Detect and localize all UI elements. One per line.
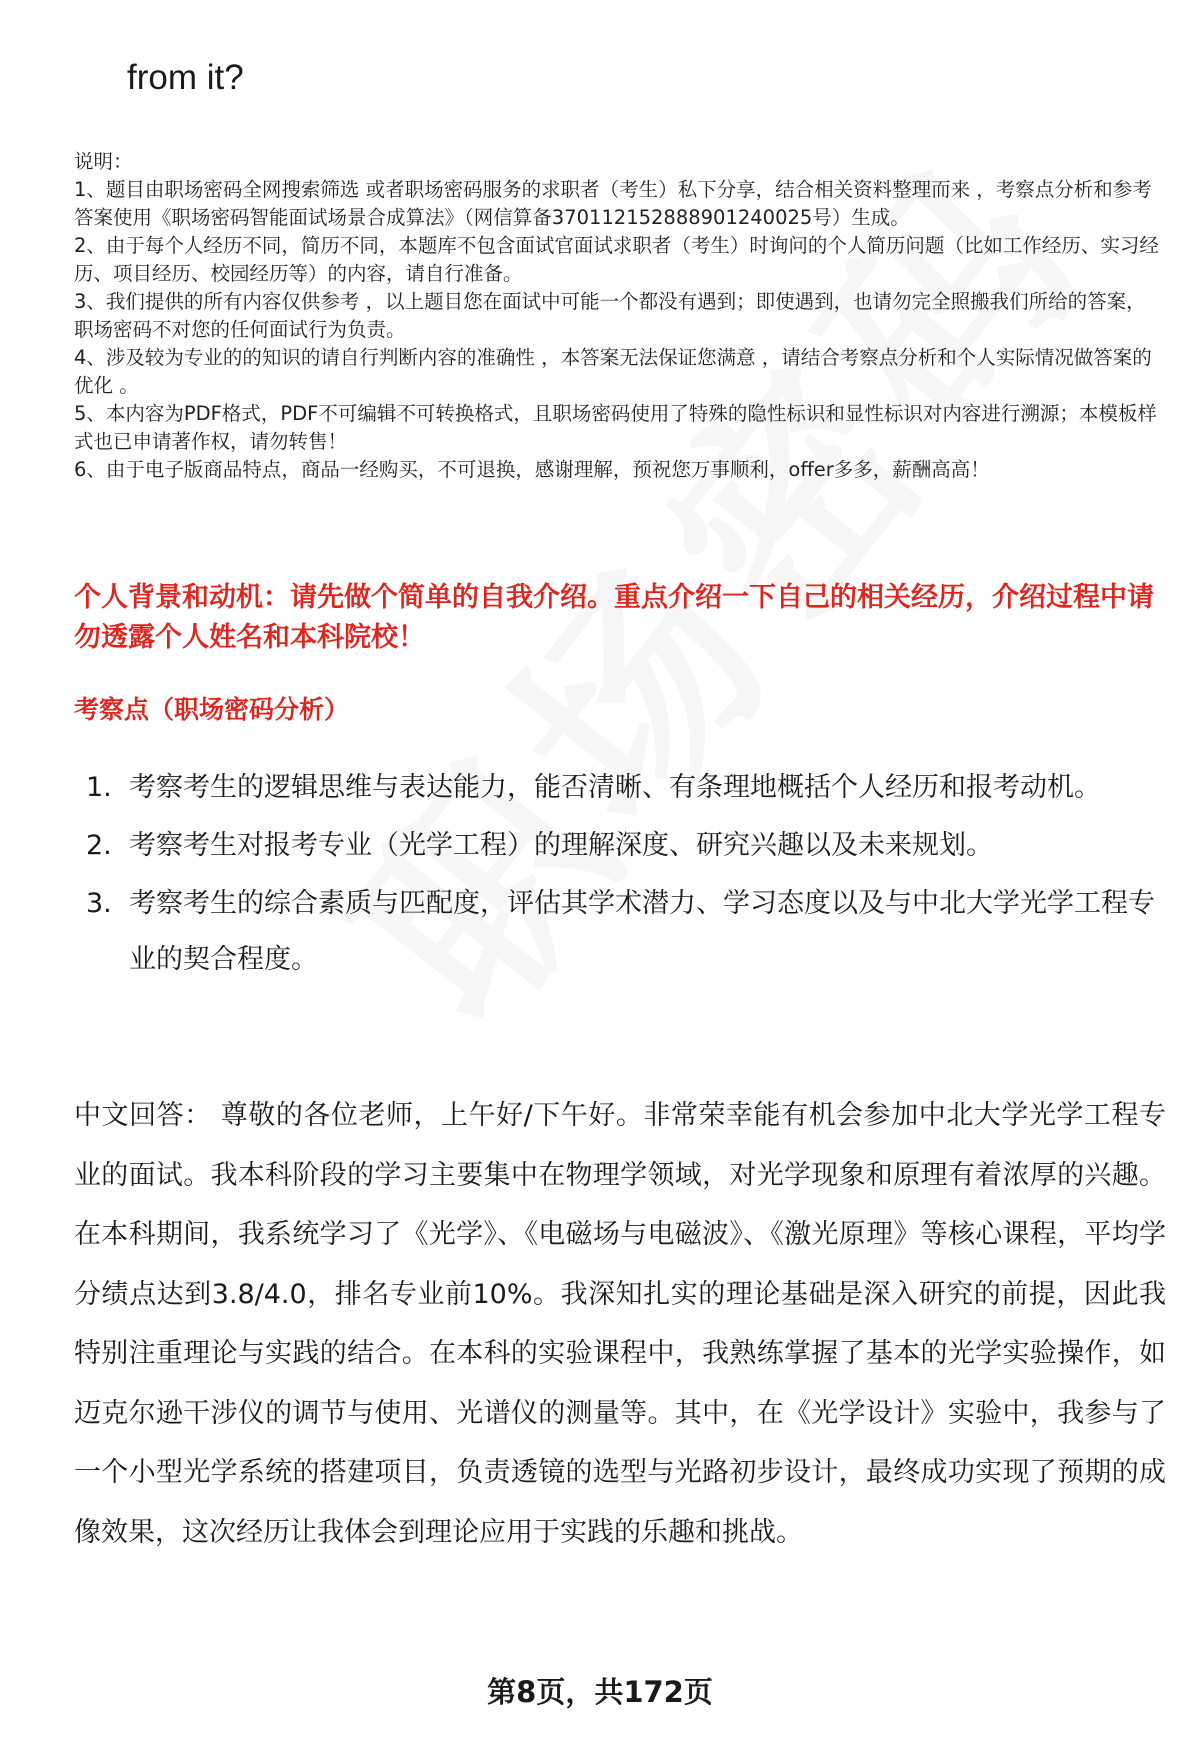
- note-item: 2、由于每个人经历不同，简历不同，本题库不包含面试官面试求职者（考生）时询问的个人简历问题（比如工作经历、实习经历、项目经历、校园经历等）的内容，请自行准备。: [74, 234, 1159, 285]
- point-text: 考察考生对报考专业（光学工程）的理解深度、研究兴趣以及未来规划。: [129, 830, 993, 861]
- chinese-answer: 中文回答： 尊敬的各位老师，上午好/下午好。非常荣幸能有机会参加中北大学光学工程专业的面试。我本科阶段的学习主要集中在物理学领域，对光学现象和原理有着浓厚的兴趣。在本科期间，我系统学习了《光学》、《电磁场与电磁波》、《激光原理》等核心课程，平均学分绩点达到3.8/4.0，排名专业前10%。我深知扎实的理论基础是深入研究的前提，因此我特别注重理论与实践的结合。在本科的实验课程中，我熟练掌握了基本的光学实验操作，如迈克尔逊干涉仪的调节与使用、光谱仪的测量等。其中，在《光学设计》实验中，我参与了一个小型光学系统的搭建项目，负责透镜的选型与光路初步设计，最终成功实现了预期的成像效果，这次经历让我体会到理论应用于实践的乐趣和挑战。: [74, 1100, 1166, 1548]
- analysis-title: 考察点（职场密码分析）: [74, 695, 350, 724]
- continued-text: from it?: [127, 58, 244, 97]
- note-item: 1、题目由职场密码全网搜索筛选 或者职场密码服务的求职者（考生）私下分享，结合相关资料整理而来 ，考察点分析和参考答案使用《职场密码智能面试场景合成算法》（网信算备370112152888901240025号）生成。: [74, 178, 1152, 229]
- point-number: 2.: [86, 830, 112, 861]
- notes-heading: 说明：: [74, 150, 133, 173]
- analysis-point: [74, 818, 1164, 874]
- analysis-point: [74, 876, 1164, 988]
- point-number: 3.: [86, 888, 112, 919]
- note-item: 6、由于电子版商品特点，商品一经购买，不可退换，感谢理解，预祝您万事顺利，offer多多，薪酬高高！: [74, 458, 990, 481]
- note-item: 5、本内容为PDF格式，PDF不可编辑不可转换格式，且职场密码使用了特殊的隐性标识和显性标识对内容进行溯源；本模板样式也已申请著作权，请勿转售！: [74, 402, 1157, 453]
- interview-question: 个人背景和动机：请先做个简单的自我介绍。重点介绍一下自己的相关经历，介绍过程中请勿透露个人姓名和本科院校！: [74, 582, 1154, 653]
- note-item: 3、我们提供的所有内容仅供参考 ，以上题目您在面试中可能一个都没有遇到；即使遇到，也请勿完全照搬我们所给的答案，职场密码不对您的任何面试行为负责。: [74, 290, 1146, 341]
- analysis-points: [74, 760, 1164, 990]
- page-number: 第8页，共172页: [487, 1675, 713, 1709]
- point-number: 1.: [86, 772, 112, 803]
- point-text: 考察考生的综合素质与匹配度，评估其学术潜力、学习态度以及与中北大学光学工程专业的契合程度。: [129, 888, 1155, 975]
- note-item: 4、涉及较为专业的的知识的请自行判断内容的准确性 ，本答案无法保证您满意 ，请结合考察点分析和个人实际情况做答案的优化 。: [74, 346, 1152, 397]
- disclaimer-notes: [74, 148, 1164, 484]
- analysis-point: [74, 760, 1164, 816]
- point-text: 考察考生的逻辑思维与表达能力，能否清晰、有条理地概括个人经历和报考动机。: [129, 772, 1101, 803]
